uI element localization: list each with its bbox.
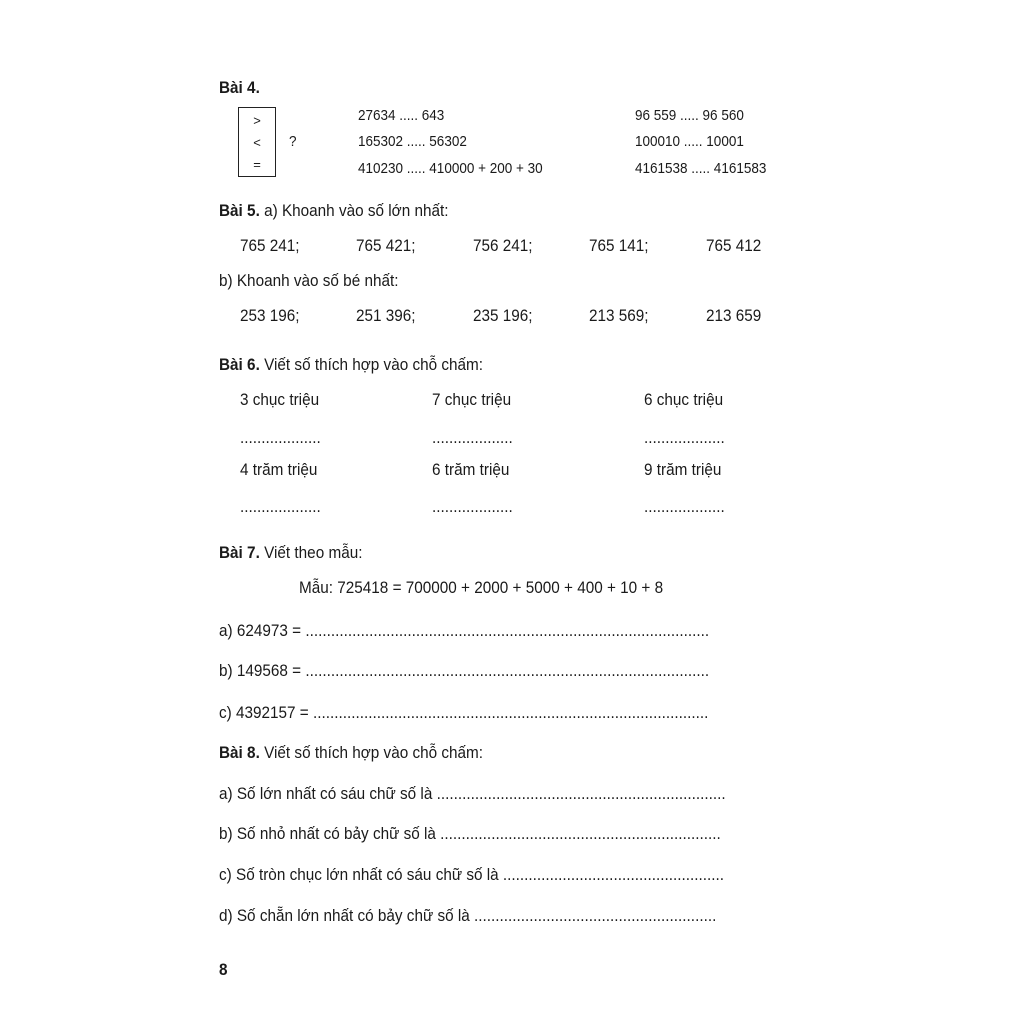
place-value-item-1: 3 chục triệu [240,390,320,409]
number-b-4: 213 569; [589,306,649,325]
expansion-item-c[interactable]: c) 4392157 = ............................................................................................. [219,703,709,722]
number-a-2: 765 421; [356,236,416,255]
number-b-1: 253 196; [240,306,300,325]
place-value-item-4: 4 trăm triệu [240,460,318,479]
number-a-5: 765 412 [706,236,762,255]
answer-blank[interactable]: ................... [644,497,725,516]
exercise-6-title: Bài 6. [219,355,260,374]
number-a-3: 756 241; [473,236,533,255]
answer-blank[interactable]: ................... [240,428,321,447]
less-than-symbol: < [253,135,261,150]
exercise-7-heading [219,543,362,563]
example-expansion: Mẫu: 725418 = 700000 + 2000 + 5000 + 400 + 10 + 8 [299,578,664,597]
equal-symbol: = [253,157,261,172]
number-b-3: 235 196; [473,306,533,325]
exercise-5-title: Bài 5. [219,201,260,220]
comparison-right-1: 96 559 ..... 96 560 [635,107,744,124]
exercise-4-title: Bài 4. [219,78,260,97]
question-mark: ? [289,133,297,150]
place-value-item-2: 7 chục triệu [432,390,512,409]
answer-blank[interactable]: ................... [240,497,321,516]
comparison-left-3: 410230 ..... 410000 + 200 + 30 [358,160,543,177]
question-item-c[interactable]: c) Số tròn chục lớn nhất có sáu chữ số là .................................................... [219,865,724,884]
exercise-5-part-b: b) Khoanh vào số bé nhất: [219,271,399,290]
exercise-5-part-a: a) Khoanh vào số lớn nhất: [264,201,449,220]
exercise-8-heading [219,743,483,763]
exercise-8-title: Bài 8. [219,743,260,762]
comparison-right-3: 4161538 ..... 4161583 [635,160,767,177]
exercise-8-instruction: Viết số thích hợp vào chỗ chấm: [264,743,484,762]
exercise-7-title: Bài 7. [219,543,260,562]
greater-than-symbol: > [253,113,261,128]
comparison-symbols-box [238,107,276,177]
place-value-item-3: 6 chục triệu [644,390,724,409]
number-a-4: 765 141; [589,236,649,255]
expansion-item-a[interactable]: a) 624973 = ............................................................................................... [219,621,710,640]
answer-blank[interactable]: ................... [432,428,513,447]
question-item-d[interactable]: d) Số chẵn lớn nhất có bảy chữ số là ......................................................... [219,906,717,925]
place-value-item-5: 6 trăm triệu [432,460,510,479]
question-item-b[interactable]: b) Số nhỏ nhất có bảy chữ số là .................................................................. [219,824,721,843]
place-value-item-6: 9 trăm triệu [644,460,722,479]
exercise-6-heading [219,355,483,375]
comparison-right-2: 100010 ..... 10001 [635,133,744,150]
comparison-left-2: 165302 ..... 56302 [358,133,467,150]
exercise-5-heading [219,201,449,221]
question-item-a[interactable]: a) Số lớn nhất có sáu chữ số là .................................................................... [219,784,726,803]
comparison-left-1: 27634 ..... 643 [358,107,445,124]
number-b-5: 213 659 [706,306,762,325]
page-number: 8 [219,960,228,979]
answer-blank[interactable]: ................... [432,497,513,516]
number-b-2: 251 396; [356,306,416,325]
number-a-1: 765 241; [240,236,300,255]
exercise-6-instruction: Viết số thích hợp vào chỗ chấm: [264,355,484,374]
expansion-item-b[interactable]: b) 149568 = ............................................................................................... [219,661,710,680]
exercise-7-instruction: Viết theo mẫu: [264,543,363,562]
answer-blank[interactable]: ................... [644,428,725,447]
